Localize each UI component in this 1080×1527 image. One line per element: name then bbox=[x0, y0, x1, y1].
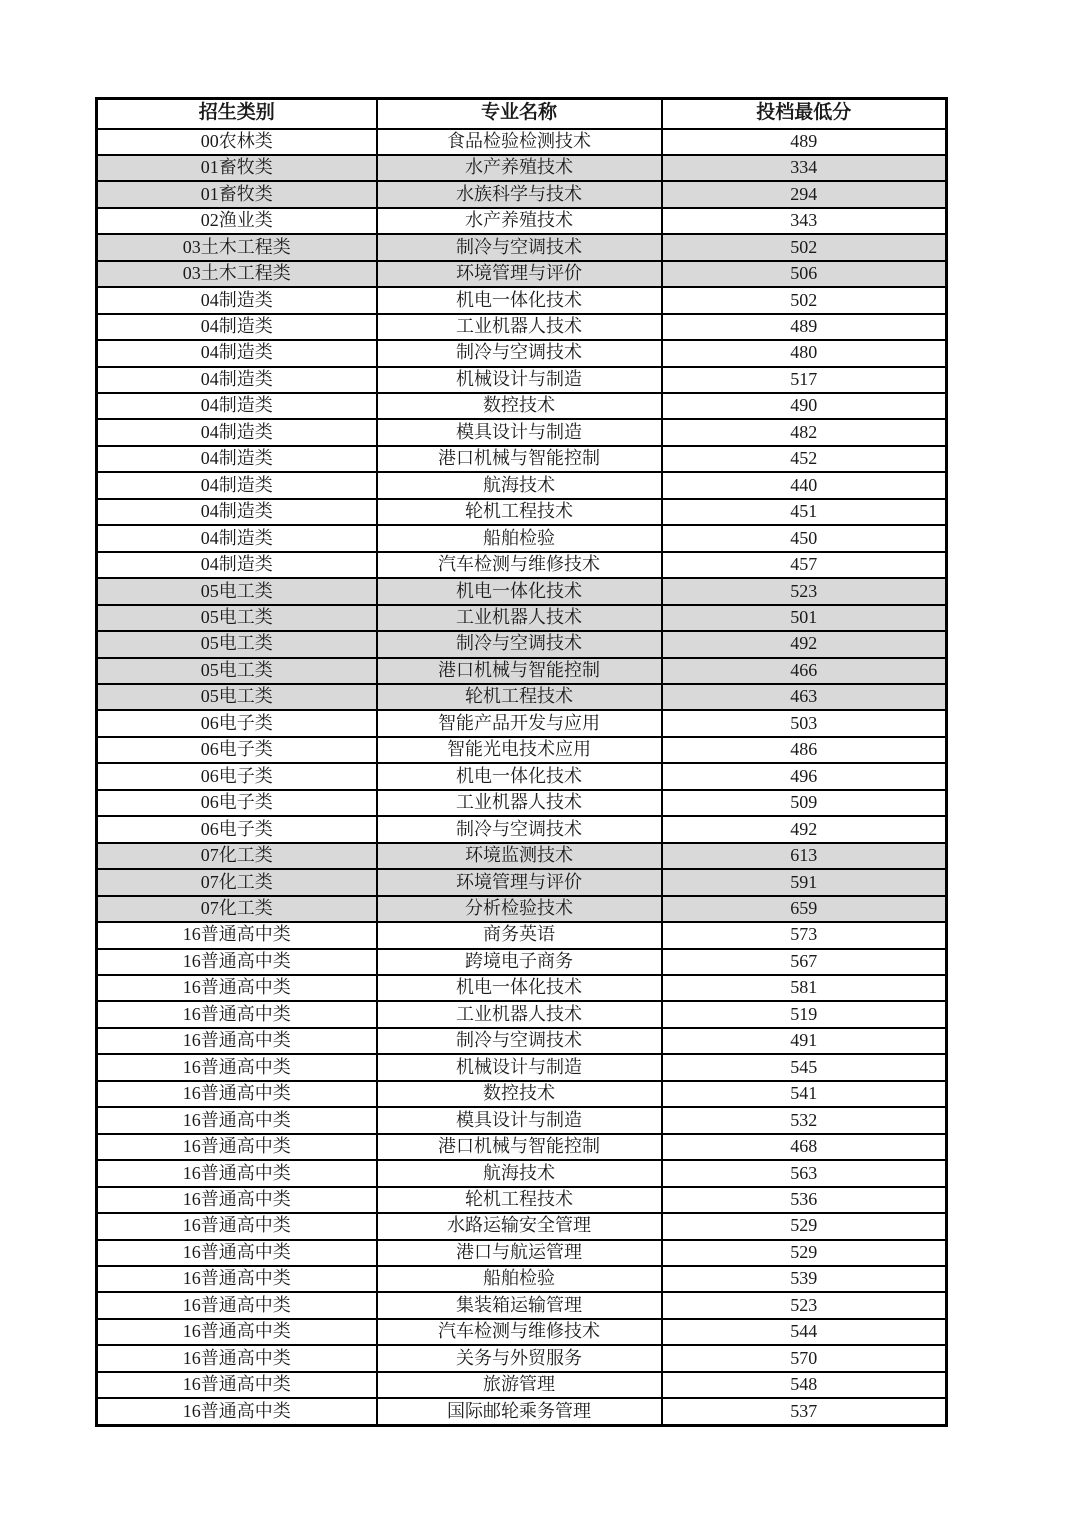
table-row bbox=[97, 129, 947, 155]
category-cell: 05电工类 bbox=[97, 631, 377, 657]
table-row bbox=[97, 340, 947, 366]
score-cell: 591 bbox=[662, 869, 947, 895]
category-cell: 16普通高中类 bbox=[97, 1160, 377, 1186]
major-cell: 制冷与空调技术 bbox=[377, 816, 662, 842]
category-cell: 04制造类 bbox=[97, 499, 377, 525]
major-cell: 轮机工程技术 bbox=[377, 499, 662, 525]
category-cell: 00农林类 bbox=[97, 129, 377, 155]
category-cell: 16普通高中类 bbox=[97, 1187, 377, 1213]
category-cell: 06电子类 bbox=[97, 816, 377, 842]
column-header-major: 专业名称 bbox=[377, 99, 662, 129]
score-cell: 506 bbox=[662, 261, 947, 287]
score-cell: 491 bbox=[662, 1028, 947, 1054]
category-cell: 16普通高中类 bbox=[97, 1240, 377, 1266]
category-cell: 05电工类 bbox=[97, 684, 377, 710]
category-cell: 06电子类 bbox=[97, 790, 377, 816]
category-cell: 03土木工程类 bbox=[97, 234, 377, 260]
table-row bbox=[97, 1134, 947, 1160]
table-row bbox=[97, 552, 947, 578]
table-row bbox=[97, 1107, 947, 1133]
admission-scores-table bbox=[95, 97, 948, 1427]
score-cell: 519 bbox=[662, 1001, 947, 1027]
score-cell: 451 bbox=[662, 499, 947, 525]
major-cell: 港口与航运管理 bbox=[377, 1240, 662, 1266]
score-cell: 567 bbox=[662, 949, 947, 975]
column-header-score: 投档最低分 bbox=[662, 99, 947, 129]
score-cell: 545 bbox=[662, 1054, 947, 1080]
major-cell: 模具设计与制造 bbox=[377, 419, 662, 445]
score-cell: 517 bbox=[662, 367, 947, 393]
major-cell: 分析检验技术 bbox=[377, 896, 662, 922]
table-row bbox=[97, 578, 947, 604]
table-row bbox=[97, 155, 947, 181]
major-cell: 机电一体化技术 bbox=[377, 975, 662, 1001]
category-cell: 16普通高中类 bbox=[97, 1398, 377, 1425]
major-cell: 轮机工程技术 bbox=[377, 684, 662, 710]
major-cell: 关务与外贸服务 bbox=[377, 1345, 662, 1371]
category-cell: 05电工类 bbox=[97, 578, 377, 604]
major-cell: 集装箱运输管理 bbox=[377, 1292, 662, 1318]
table-row bbox=[97, 1292, 947, 1318]
major-cell: 智能光电技术应用 bbox=[377, 737, 662, 763]
category-cell: 16普通高中类 bbox=[97, 1372, 377, 1398]
score-cell: 463 bbox=[662, 684, 947, 710]
major-cell: 工业机器人技术 bbox=[377, 605, 662, 631]
category-cell: 16普通高中类 bbox=[97, 1054, 377, 1080]
score-cell: 440 bbox=[662, 472, 947, 498]
major-cell: 工业机器人技术 bbox=[377, 1001, 662, 1027]
major-cell: 汽车检测与维修技术 bbox=[377, 1319, 662, 1345]
major-cell: 工业机器人技术 bbox=[377, 314, 662, 340]
score-cell: 490 bbox=[662, 393, 947, 419]
table-row bbox=[97, 181, 947, 207]
score-cell: 452 bbox=[662, 446, 947, 472]
major-cell: 水产养殖技术 bbox=[377, 155, 662, 181]
table-row bbox=[97, 1054, 947, 1080]
table-row bbox=[97, 1240, 947, 1266]
major-cell: 制冷与空调技术 bbox=[377, 1028, 662, 1054]
score-cell: 486 bbox=[662, 737, 947, 763]
table-row bbox=[97, 1160, 947, 1186]
table-row bbox=[97, 261, 947, 287]
major-cell: 制冷与空调技术 bbox=[377, 631, 662, 657]
table-row bbox=[97, 234, 947, 260]
table-row bbox=[97, 684, 947, 710]
table-row bbox=[97, 763, 947, 789]
score-cell: 334 bbox=[662, 155, 947, 181]
major-cell: 国际邮轮乘务管理 bbox=[377, 1398, 662, 1425]
major-cell: 港口机械与智能控制 bbox=[377, 658, 662, 684]
score-cell: 502 bbox=[662, 287, 947, 313]
table-row bbox=[97, 1372, 947, 1398]
score-cell: 539 bbox=[662, 1266, 947, 1292]
score-cell: 529 bbox=[662, 1213, 947, 1239]
category-cell: 07化工类 bbox=[97, 843, 377, 869]
major-cell: 数控技术 bbox=[377, 1081, 662, 1107]
category-cell: 04制造类 bbox=[97, 525, 377, 551]
score-cell: 501 bbox=[662, 605, 947, 631]
major-cell: 模具设计与制造 bbox=[377, 1107, 662, 1133]
score-cell: 541 bbox=[662, 1081, 947, 1107]
table-row bbox=[97, 393, 947, 419]
score-cell: 544 bbox=[662, 1319, 947, 1345]
table-row bbox=[97, 1319, 947, 1345]
table-row bbox=[97, 472, 947, 498]
score-cell: 532 bbox=[662, 1107, 947, 1133]
category-cell: 16普通高中类 bbox=[97, 949, 377, 975]
major-cell: 跨境电子商务 bbox=[377, 949, 662, 975]
category-cell: 04制造类 bbox=[97, 287, 377, 313]
category-cell: 04制造类 bbox=[97, 472, 377, 498]
table-row bbox=[97, 869, 947, 895]
score-cell: 468 bbox=[662, 1134, 947, 1160]
category-cell: 16普通高中类 bbox=[97, 1319, 377, 1345]
major-cell: 制冷与空调技术 bbox=[377, 340, 662, 366]
score-cell: 563 bbox=[662, 1160, 947, 1186]
table-body bbox=[97, 129, 947, 1426]
category-cell: 04制造类 bbox=[97, 314, 377, 340]
table-row bbox=[97, 1266, 947, 1292]
score-cell: 659 bbox=[662, 896, 947, 922]
score-cell: 537 bbox=[662, 1398, 947, 1425]
table-row bbox=[97, 1398, 947, 1425]
category-cell: 04制造类 bbox=[97, 340, 377, 366]
table-row bbox=[97, 208, 947, 234]
table-row bbox=[97, 658, 947, 684]
score-cell: 536 bbox=[662, 1187, 947, 1213]
table-row bbox=[97, 1001, 947, 1027]
header-row bbox=[97, 99, 947, 129]
major-cell: 工业机器人技术 bbox=[377, 790, 662, 816]
score-cell: 570 bbox=[662, 1345, 947, 1371]
score-cell: 529 bbox=[662, 1240, 947, 1266]
major-cell: 机电一体化技术 bbox=[377, 287, 662, 313]
major-cell: 智能产品开发与应用 bbox=[377, 710, 662, 736]
major-cell: 环境管理与评价 bbox=[377, 261, 662, 287]
table-row bbox=[97, 710, 947, 736]
score-cell: 523 bbox=[662, 1292, 947, 1318]
category-cell: 16普通高中类 bbox=[97, 1292, 377, 1318]
score-cell: 466 bbox=[662, 658, 947, 684]
category-cell: 16普通高中类 bbox=[97, 1107, 377, 1133]
category-cell: 16普通高中类 bbox=[97, 975, 377, 1001]
category-cell: 16普通高中类 bbox=[97, 922, 377, 948]
category-cell: 04制造类 bbox=[97, 393, 377, 419]
score-cell: 457 bbox=[662, 552, 947, 578]
major-cell: 水路运输安全管理 bbox=[377, 1213, 662, 1239]
category-cell: 16普通高中类 bbox=[97, 1001, 377, 1027]
table-row bbox=[97, 446, 947, 472]
table-row bbox=[97, 737, 947, 763]
table-row bbox=[97, 816, 947, 842]
major-cell: 汽车检测与维修技术 bbox=[377, 552, 662, 578]
category-cell: 06电子类 bbox=[97, 737, 377, 763]
score-cell: 294 bbox=[662, 181, 947, 207]
table-row bbox=[97, 287, 947, 313]
score-cell: 573 bbox=[662, 922, 947, 948]
score-cell: 480 bbox=[662, 340, 947, 366]
category-cell: 16普通高中类 bbox=[97, 1028, 377, 1054]
score-cell: 548 bbox=[662, 1372, 947, 1398]
category-cell: 04制造类 bbox=[97, 419, 377, 445]
major-cell: 船舶检验 bbox=[377, 525, 662, 551]
table-row bbox=[97, 843, 947, 869]
table-row bbox=[97, 1345, 947, 1371]
category-cell: 05电工类 bbox=[97, 658, 377, 684]
score-cell: 581 bbox=[662, 975, 947, 1001]
major-cell: 船舶检验 bbox=[377, 1266, 662, 1292]
major-cell: 机械设计与制造 bbox=[377, 1054, 662, 1080]
major-cell: 食品检验检测技术 bbox=[377, 129, 662, 155]
category-cell: 16普通高中类 bbox=[97, 1266, 377, 1292]
category-cell: 16普通高中类 bbox=[97, 1213, 377, 1239]
major-cell: 旅游管理 bbox=[377, 1372, 662, 1398]
category-cell: 01畜牧类 bbox=[97, 181, 377, 207]
score-cell: 482 bbox=[662, 419, 947, 445]
table-row bbox=[97, 975, 947, 1001]
table-row bbox=[97, 1028, 947, 1054]
major-cell: 商务英语 bbox=[377, 922, 662, 948]
score-cell: 489 bbox=[662, 129, 947, 155]
major-cell: 环境管理与评价 bbox=[377, 869, 662, 895]
category-cell: 07化工类 bbox=[97, 896, 377, 922]
category-cell: 04制造类 bbox=[97, 367, 377, 393]
table-row bbox=[97, 1081, 947, 1107]
category-cell: 05电工类 bbox=[97, 605, 377, 631]
major-cell: 水族科学与技术 bbox=[377, 181, 662, 207]
score-cell: 489 bbox=[662, 314, 947, 340]
score-cell: 503 bbox=[662, 710, 947, 736]
category-cell: 16普通高中类 bbox=[97, 1345, 377, 1371]
major-cell: 轮机工程技术 bbox=[377, 1187, 662, 1213]
category-cell: 16普通高中类 bbox=[97, 1081, 377, 1107]
table-row bbox=[97, 367, 947, 393]
major-cell: 航海技术 bbox=[377, 1160, 662, 1186]
score-cell: 492 bbox=[662, 816, 947, 842]
table-row bbox=[97, 896, 947, 922]
score-cell: 613 bbox=[662, 843, 947, 869]
major-cell: 环境监测技术 bbox=[377, 843, 662, 869]
column-header-category: 招生类别 bbox=[97, 99, 377, 129]
category-cell: 03土木工程类 bbox=[97, 261, 377, 287]
category-cell: 02渔业类 bbox=[97, 208, 377, 234]
major-cell: 港口机械与智能控制 bbox=[377, 446, 662, 472]
category-cell: 16普通高中类 bbox=[97, 1134, 377, 1160]
score-cell: 496 bbox=[662, 763, 947, 789]
major-cell: 机械设计与制造 bbox=[377, 367, 662, 393]
score-cell: 450 bbox=[662, 525, 947, 551]
table-row bbox=[97, 949, 947, 975]
score-cell: 502 bbox=[662, 234, 947, 260]
table-row bbox=[97, 790, 947, 816]
category-cell: 06电子类 bbox=[97, 763, 377, 789]
major-cell: 机电一体化技术 bbox=[377, 763, 662, 789]
table-row bbox=[97, 314, 947, 340]
major-cell: 港口机械与智能控制 bbox=[377, 1134, 662, 1160]
table-row bbox=[97, 419, 947, 445]
table-header bbox=[97, 99, 947, 129]
major-cell: 制冷与空调技术 bbox=[377, 234, 662, 260]
major-cell: 数控技术 bbox=[377, 393, 662, 419]
score-cell: 343 bbox=[662, 208, 947, 234]
category-cell: 06电子类 bbox=[97, 710, 377, 736]
category-cell: 01畜牧类 bbox=[97, 155, 377, 181]
score-cell: 492 bbox=[662, 631, 947, 657]
major-cell: 航海技术 bbox=[377, 472, 662, 498]
major-cell: 水产养殖技术 bbox=[377, 208, 662, 234]
score-cell: 523 bbox=[662, 578, 947, 604]
table-row bbox=[97, 1213, 947, 1239]
table-row bbox=[97, 525, 947, 551]
table-row bbox=[97, 605, 947, 631]
table-row bbox=[97, 499, 947, 525]
category-cell: 04制造类 bbox=[97, 446, 377, 472]
score-cell: 509 bbox=[662, 790, 947, 816]
category-cell: 07化工类 bbox=[97, 869, 377, 895]
table-row bbox=[97, 631, 947, 657]
table-row bbox=[97, 922, 947, 948]
major-cell: 机电一体化技术 bbox=[377, 578, 662, 604]
table-row bbox=[97, 1187, 947, 1213]
category-cell: 04制造类 bbox=[97, 552, 377, 578]
